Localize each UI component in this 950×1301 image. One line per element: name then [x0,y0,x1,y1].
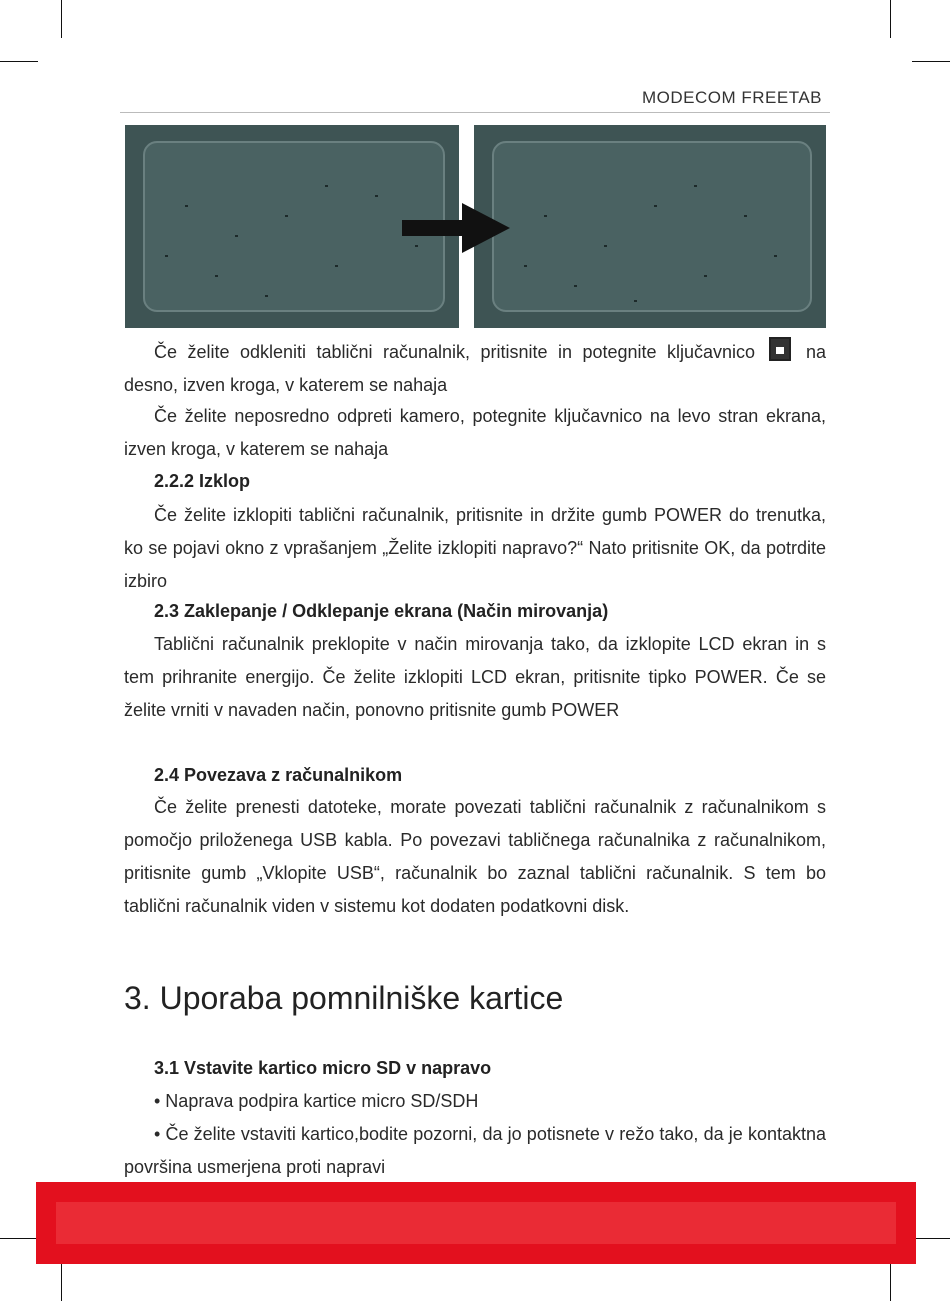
footer-red-band [36,1182,916,1264]
section-3-title: 3. Uporaba pomnilniške kartice [124,980,564,1016]
crop-mark [912,61,950,62]
crop-mark [0,1238,38,1239]
right-arrow-icon [402,203,512,253]
crop-mark [890,0,891,38]
paragraph-unlock: Če želite odkleniti tablični računalnik, pritisnite in potegnite ključavnico na desno, izven kroga, v katerem se nahaja [124,336,826,402]
heading-2-4: 2.4 Povezava z računalnikom [154,765,403,785]
bullet-supported-cards: • Naprava podpira kartice micro SD/SDH [154,1091,479,1111]
header-divider [120,112,830,113]
crop-mark [0,61,38,62]
heading-2-3: 2.3 Zaklepanje / Odklepanje ekrana (Način mirovanja) [154,601,609,621]
paragraph-camera: Če želite neposredno odpreti kamero, potegnite ključavnico na levo stran ekrana, izven kroga, v katerem se nahaja [124,406,826,459]
paragraph-usb-connection: Če želite prenesti datoteke, morate povezati tablični računalnik z računalnikom s pomočjo priloženega USB kabla. Po povezavi tabličnega računalnika z računalnikom, pritisnite gumb „Vklopite USB“, računalnik bo zaznal tablični računalnik. S tem bo tablični računalnik viden v sistemu kot dodaten podatkovni disk. [124,797,826,916]
crop-mark [912,1238,950,1239]
page-header-brand: MODECOM FREETAB [641,88,822,107]
bullet-insert-card: • Če želite vstaviti kartico,bodite pozorni, da jo potisnete v režo tako, da je kontaktna površina usmerjena proti napravi [124,1124,826,1177]
crop-mark [61,1262,62,1301]
lock-screen-image-right [474,125,826,328]
heading-2-2-2: 2.2.2 Izklop [154,471,251,491]
lock-icon [769,337,791,361]
paragraph-power-off: Če želite izklopiti tablični računalnik, pritisnite in držite gumb POWER do trenutka, ko se pojavi okno z vprašanjem „Želite izklopiti napravo?“ Nato pritisnite OK, da potrdite izbiro [124,505,826,591]
paragraph-sleep-mode: Tablični računalnik preklopite v način mirovanja tako, da izklopite LCD ekran in s tem prihranite energijo. Če želite izklopiti LCD ekran, pritisnite tipko POWER. Če se želite vrniti v navaden način, ponovno pritisnite gumb POWER [124,634,826,720]
crop-mark [61,0,62,38]
heading-3-1: 3.1 Vstavite kartico micro SD v napravo [154,1058,492,1078]
crop-mark [890,1262,891,1301]
